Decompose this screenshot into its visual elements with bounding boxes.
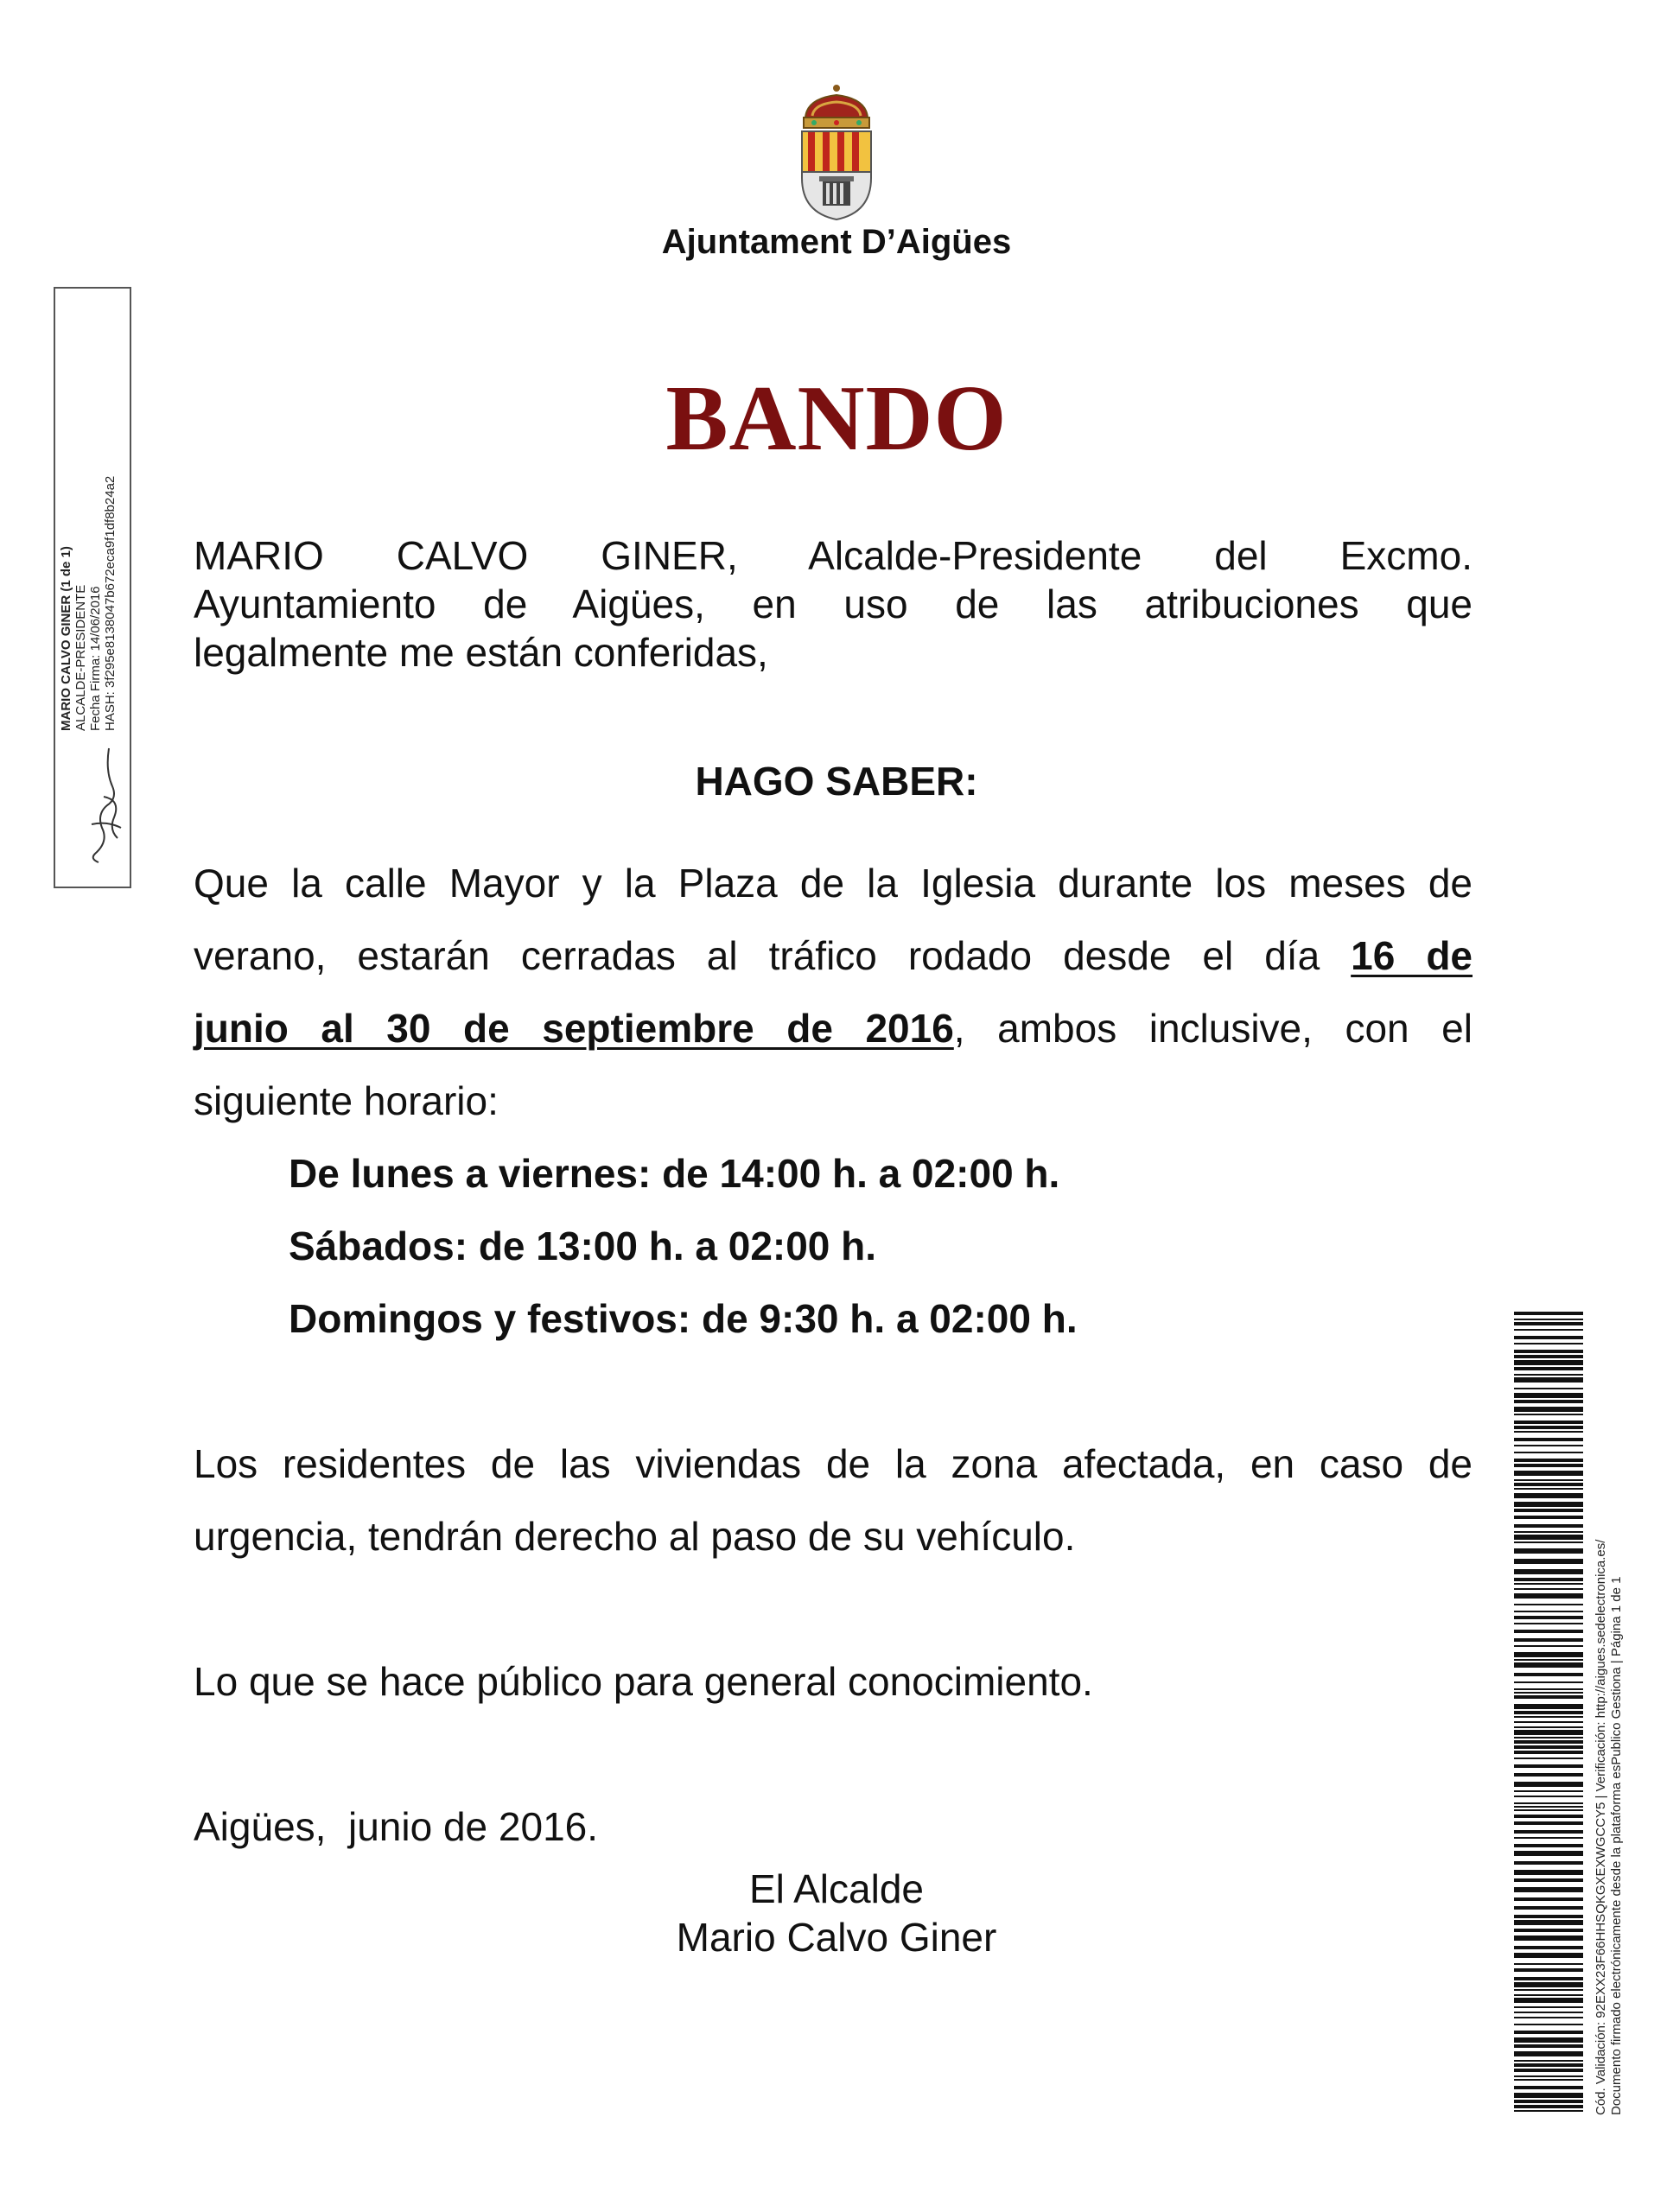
barcode-bar <box>1514 1977 1583 1980</box>
barcode-bar <box>1514 1541 1583 1543</box>
barcode-bar <box>1514 2110 1583 2112</box>
barcode-bar <box>1514 1806 1583 1808</box>
barcode-bar <box>1514 1968 1583 1972</box>
barcode-bar <box>1514 1662 1583 1668</box>
schedule-list <box>289 1137 1078 1355</box>
barcode-bar <box>1514 1312 1583 1315</box>
barcode-bar <box>1514 1535 1583 1540</box>
barcode-bar <box>1514 1652 1583 1657</box>
signatory-role: El Alcalde <box>748 1866 924 1911</box>
barcode-bar <box>1514 2075 1583 2077</box>
barcode-bar <box>1514 1764 1583 1768</box>
barcode-bar <box>1514 1559 1583 1564</box>
barcode-bar <box>1514 1388 1583 1389</box>
barcode-bar <box>1514 1452 1583 1453</box>
verification-line: Cód. Validación: 92EXX23F66HHSQKGXEXWGCCY5 | Verificación: http://aigues.sedelectronica.es/ <box>1593 1539 1608 2115</box>
notice-line: siguiente horario: <box>194 1078 499 1123</box>
barcode-bar <box>1514 1343 1583 1344</box>
barcode-bar <box>1514 1920 1583 1925</box>
signature-block <box>0 1865 1673 1961</box>
barcode-bar <box>1514 1438 1583 1441</box>
barcode-bar <box>1514 1809 1583 1811</box>
barcode-bar <box>1514 1400 1583 1403</box>
barcode-bar <box>1514 1483 1583 1486</box>
barcode-bar <box>1514 1583 1583 1585</box>
place-date: Aigües, junio de 2016. <box>194 1804 599 1849</box>
notice-text: , ambos inclusive, con el <box>953 1006 1473 1051</box>
barcode-bar <box>1514 1588 1583 1590</box>
notice-line: Que la calle Mayor y la Plaza de la Iglesia durante los meses de <box>194 861 1473 906</box>
document-title: BANDO <box>665 367 1008 470</box>
barcode-bar <box>1514 1726 1583 1728</box>
barcode-bar <box>1514 1688 1583 1690</box>
barcode-bar <box>1514 1745 1583 1749</box>
barcode-bar <box>1514 1963 1583 1965</box>
barcode-bar <box>1514 2031 1583 2034</box>
intro-line: Ayuntamiento de Aigües, en uso de las atribuciones que <box>194 582 1473 626</box>
barcode-bar <box>1514 2105 1583 2108</box>
barcode-bar <box>1514 1611 1583 1612</box>
barcode-bar <box>1514 1623 1583 1624</box>
handwritten-signature-icon <box>83 745 128 866</box>
barcode-bar <box>1514 2093 1583 2098</box>
barcode-bar <box>1514 1721 1583 1723</box>
barcode-bar <box>1514 1953 1583 1958</box>
barcode-bar <box>1514 1897 1583 1901</box>
barcode-bar <box>1514 1989 1583 1991</box>
barcode-bar <box>1514 1887 1583 1892</box>
barcode-bar <box>1514 1502 1583 1507</box>
barcode-bar <box>1514 1431 1583 1433</box>
barcode-bar <box>1514 1830 1583 1834</box>
signature-stamp-text <box>59 476 118 731</box>
barcode-bar <box>1514 1851 1583 1856</box>
barcode-bar <box>1514 1998 1583 2003</box>
barcode-bar <box>1514 1479 1583 1481</box>
notice-line <box>194 919 1473 992</box>
barcode-bar <box>1514 1616 1583 1619</box>
barcode-bar <box>1514 1493 1583 1498</box>
residents-paragraph <box>194 1427 1473 1573</box>
barcode-bar <box>1514 1740 1583 1744</box>
notice-text: verano, estarán cerradas al tráfico rodado desde el día <box>194 933 1352 978</box>
institution-name: Ajuntament D’Aigües <box>661 223 1012 261</box>
residents-line: Los residentes de las viviendas de la zona afectada, en caso de <box>194 1441 1473 1486</box>
barcode-bar <box>1514 1459 1583 1462</box>
barcode-bar <box>1514 2012 1583 2013</box>
barcode-bar <box>1514 1906 1583 1910</box>
barcode-bar <box>1514 1593 1583 1599</box>
barcode-bar <box>1514 1711 1583 1714</box>
verification-text <box>1593 1540 1625 2115</box>
barcode-bar <box>1514 1730 1583 1735</box>
barcode-bar <box>1514 1638 1583 1642</box>
signatory-name: Mario Calvo Giner <box>676 1915 997 1960</box>
barcode-bar <box>1514 1516 1583 1519</box>
barcode-bar <box>1514 1578 1583 1581</box>
barcode-bar <box>1514 1870 1583 1875</box>
barcode-bar <box>1514 1946 1583 1949</box>
barcode-bar <box>1514 1524 1583 1528</box>
barcode-bar <box>1514 1360 1583 1365</box>
barcode-bar <box>1514 1569 1583 1574</box>
barcode-bar <box>1514 1994 1583 1996</box>
notice-line <box>194 992 1473 1065</box>
stamp-date: Fecha Firma: 14/06/2016 <box>88 586 103 731</box>
barcode-bar <box>1514 1782 1583 1787</box>
stamp-hash: HASH: 3f295e8138047b672eca9f1df8b24a2 <box>103 475 118 731</box>
barcode-bar <box>1514 2006 1583 2008</box>
barcode-bar <box>1514 1681 1583 1683</box>
date-range-end: junio al 30 de septiembre de 2016 <box>194 1006 954 1051</box>
barcode-bar <box>1514 1844 1583 1847</box>
barcode-bar <box>1514 1673 1583 1676</box>
barcode-bar <box>1514 1464 1583 1467</box>
date-range-start: 16 de <box>1351 933 1473 978</box>
barcode-bar <box>1514 1374 1583 1376</box>
barcode-bar <box>1514 1414 1583 1415</box>
barcode-bar <box>1514 1790 1583 1792</box>
barcode-bar <box>1514 1802 1583 1804</box>
barcode-bar <box>1514 1716 1583 1718</box>
verification-line: Documento firmado electrónicamente desde la plataforma esPublico Gestiona | Página 1 de 1 <box>1609 1576 1624 2115</box>
barcode-bar <box>1514 2086 1583 2089</box>
schedule-item: Sábados: de 13:00 h. a 02:00 h. <box>289 1224 877 1268</box>
barcode-bar <box>1514 1982 1583 1987</box>
barcode-bar <box>1514 1488 1583 1490</box>
barcode-bar <box>1514 1604 1583 1605</box>
announce-heading: HAGO SABER: <box>695 759 978 804</box>
barcode-bar <box>1514 2060 1583 2062</box>
barcode-bar <box>1514 2069 1583 2072</box>
barcode-bar <box>1514 1407 1583 1412</box>
barcode-bar <box>1514 1915 1583 1918</box>
barcode-bar <box>1514 2024 1583 2025</box>
barcode-bar <box>1514 1821 1583 1825</box>
barcode-bar <box>1514 2017 1583 2018</box>
barcode-bar <box>1514 1929 1583 1932</box>
schedule-item: Domingos y festivos: de 9:30 h. a 02:00 h. <box>289 1296 1078 1341</box>
barcode-bar <box>1514 2063 1583 2067</box>
barcode-bar <box>1514 1837 1583 1839</box>
notice-paragraph <box>194 847 1473 1137</box>
barcode-bar <box>1514 1531 1583 1533</box>
intro-paragraph <box>194 531 1473 677</box>
barcode-bar <box>1514 1421 1583 1424</box>
barcode-bar <box>1514 1393 1583 1398</box>
stamp-role: ALCALDE-PRESIDENTE <box>73 584 88 731</box>
barcode-bar <box>1514 1751 1583 1754</box>
barcode-bar <box>1514 2100 1583 2103</box>
barcode-bar <box>1514 1695 1583 1699</box>
intro-line: legalmente me están conferidas, <box>194 630 768 675</box>
coat-of-arms-icon <box>797 83 876 221</box>
barcode-bar <box>1514 2079 1583 2081</box>
barcode-bar <box>1514 1355 1583 1358</box>
barcode-bar <box>1514 1758 1583 1759</box>
barcode-bar <box>1514 1509 1583 1512</box>
barcode-bar <box>1514 1861 1583 1865</box>
barcode-bar <box>1514 1367 1583 1370</box>
barcode-bar <box>1514 1659 1583 1661</box>
barcode-bar <box>1514 1692 1583 1694</box>
barcode-bar <box>1514 2051 1583 2056</box>
intro-line: MARIO CALVO GINER, Alcalde-Presidente del Excmo. <box>194 533 1473 578</box>
barcode-bar <box>1514 1377 1583 1382</box>
barcode-bar <box>1514 1319 1583 1320</box>
barcode-bar <box>1514 1737 1583 1738</box>
stamp-signer: MARIO CALVO GINER (1 de 1) <box>59 546 73 731</box>
barcode-bar <box>1514 1426 1583 1429</box>
barcode-bar <box>1514 1815 1583 1818</box>
barcode-bar <box>1514 1350 1583 1353</box>
barcode-bar <box>1514 1471 1583 1476</box>
barcode-bar <box>1514 1645 1583 1647</box>
barcode-bar <box>1514 2044 1583 2048</box>
public-notice: Lo que se hace público para general conocimiento. <box>194 1659 1093 1704</box>
barcode-bar <box>1514 1336 1583 1339</box>
barcode-bar <box>1514 1322 1583 1325</box>
barcode-bar <box>1514 2037 1583 2043</box>
barcode-bar <box>1514 1704 1583 1709</box>
barcode-bar <box>1514 1630 1583 1633</box>
schedule-item: De lunes a viernes: de 14:00 h. a 02:00 h. <box>289 1151 1060 1196</box>
barcode-bar <box>1514 1796 1583 1797</box>
barcode-bar <box>1514 1773 1583 1777</box>
barcode-bar <box>1514 1878 1583 1882</box>
residents-line: urgencia, tendrán derecho al paso de su vehículo. <box>194 1514 1076 1559</box>
barcode-bar <box>1514 1936 1583 1941</box>
barcode-bar <box>1514 1329 1583 1331</box>
barcode-bar <box>1514 1445 1583 1446</box>
barcode-bar <box>1514 1548 1583 1554</box>
